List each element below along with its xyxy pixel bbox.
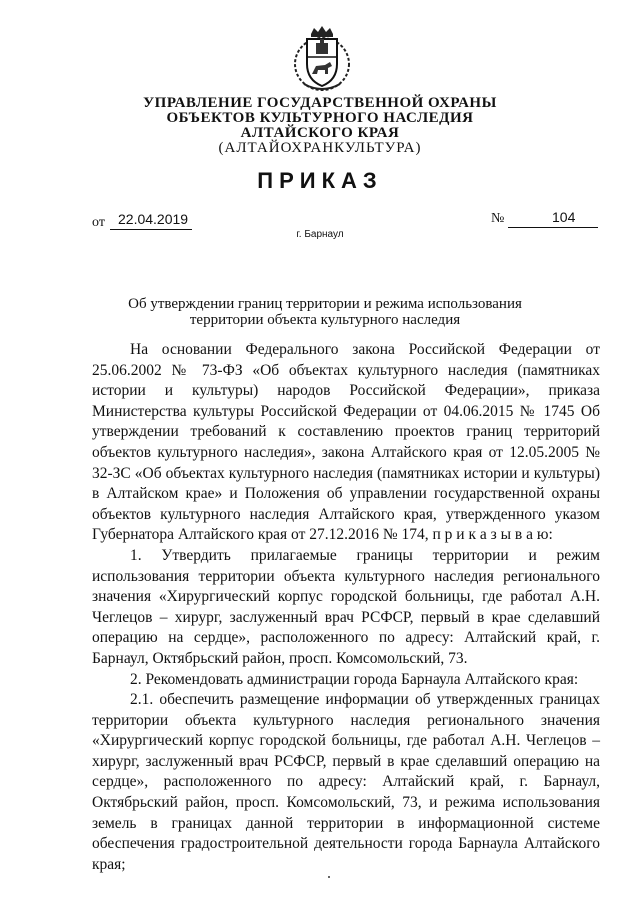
order-number: 104 <box>552 209 576 225</box>
date-prefix: от <box>92 215 105 230</box>
subject-line-2: территории объекта культурного наследия <box>189 312 461 328</box>
order-subject <box>120 296 530 328</box>
clause-2-paragraph: 2. Рекомендовать администрации города Барнаула Алтайского края: <box>130 670 579 688</box>
order-date: 22.04.2019 <box>118 211 189 227</box>
number-prefix: № <box>491 211 505 226</box>
clause-1-paragraph: 1. Утвердить прилагаемые границы территории и режим использования территории объекта культурного наследия регионального значения «Хирургический корпус городской больницы, где работал А.Н. Чеглецов – хирург, заслуженный врач РСФСР, первый в крае сделавший операцию на сердце», расположенного по адресу: Алтайский край, г. Барнаул, Октябрьский район, просп. Комсомольский, 73. <box>92 546 600 667</box>
city-label: г. Барнаул <box>296 229 344 240</box>
agency-name-line-2: ОБЪЕКТОВ КУЛЬТУРНОГО НАСЛЕДИЯ <box>166 110 474 126</box>
agency-name-line-1: УПРАВЛЕНИЕ ГОСУДАРСТВЕННОЙ ОХРАНЫ <box>143 95 497 111</box>
subject-line-1: Об утверждении границ территории и режима использования <box>128 296 522 312</box>
clause-2-1-paragraph: 2.1. обеспечить размещение информации об утвержденных границах территории объекта культурного наследия регионального значения «Хирургический корпус городской больницы, где работал А.Н. Чеглецов – хирург, заслуженный врач РСФСР, первый в крае сделавший операцию на сердце», расположенного по адресу: Алтайский край, г. Барнаул, Октябрьский район, просп. Комсомольский, 73, и режима использования земель в границах данной территории в информационной системе обеспечения градостроительной деятельности города Барнаула Алтайского края; <box>92 691 600 873</box>
number-underline <box>508 227 598 228</box>
document-type-title: ПРИКАЗ <box>257 168 383 193</box>
agency-name-line-3: АЛТАЙСКОГО КРАЯ <box>240 125 400 141</box>
order-body <box>92 340 600 875</box>
page-mark <box>328 876 330 878</box>
coat-of-arms-icon <box>292 24 352 92</box>
preamble-paragraph: На основании Федерального закона Российской Федерации от 25.06.2002 № 73-ФЗ «Об объектах культурного наследия (памятниках истории и культуры) народов Российской Федерации», приказа Министерства культуры Российской Федерации от 04.06.2015 № 1745 Об утверждении требований к составлению проектов границ территорий объектов культурного наследия», закона Алтайского края от 12.05.2005 № 32-ЗС «Об объектах культурного наследия (памятниках истории и культуры) в Алтайском крае» и Положения об управлении государственной охраны объектов культурного наследия Алтайского края, утвержденного указом Губернатора Алтайского края от 27.12.2016 № 174, п р и к а з ы в а ю: <box>92 341 600 544</box>
agency-short-name: (АЛТАЙОХРАНКУЛЬТУРА) <box>218 140 422 156</box>
